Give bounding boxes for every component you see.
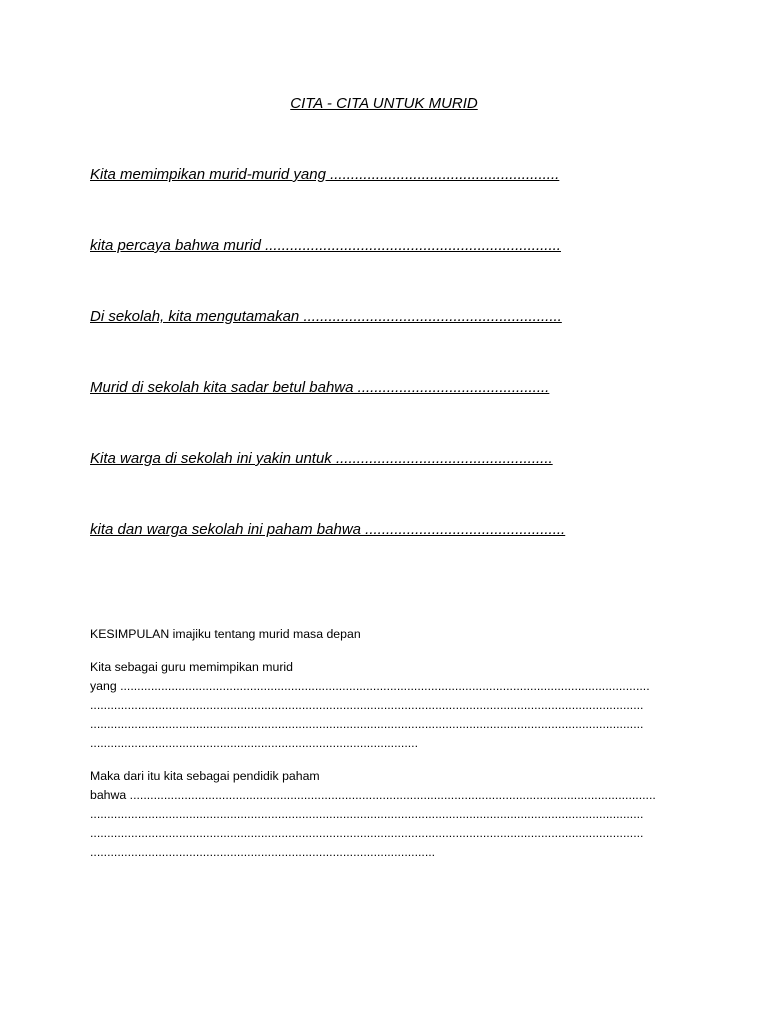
- conclusion-line: bahwa ..........................................................................................................................................................: [90, 788, 656, 802]
- conclusion-line: Kita sebagai guru memimpikan murid: [90, 660, 293, 674]
- conclusion-section: [90, 625, 680, 876]
- prompt-believe: kita percaya bahwa murid .......................................................................: [90, 237, 561, 254]
- conclusion-line: yang ...........................................................................................................................................................: [90, 679, 650, 693]
- conclusion-block-understand: [90, 767, 680, 862]
- conclusion-heading: KESIMPULAN imajiku tentang murid masa depan: [90, 627, 361, 641]
- conclusion-line: ..................................................................................................................................................................: [90, 717, 644, 731]
- prompt-prioritize: Di sekolah, kita mengutamakan ..............................................................: [90, 308, 562, 325]
- conclusion-line: ................................................................................................: [90, 736, 418, 750]
- prompt-understand: kita dan warga sekolah ini paham bahwa ................................................: [90, 521, 566, 538]
- conclusion-line: ..................................................................................................................................................................: [90, 826, 644, 840]
- conclusion-line: ..................................................................................................................................................................: [90, 807, 644, 821]
- conclusion-line: Maka dari itu kita sebagai pendidik paham: [90, 769, 320, 783]
- prompt-list: [90, 165, 690, 591]
- conclusion-line: .....................................................................................................: [90, 845, 436, 859]
- prompt-aware: Murid di sekolah kita sadar betul bahwa ..............................................: [90, 379, 550, 396]
- prompt-confident: Kita warga di sekolah ini yakin untuk ....................................................: [90, 450, 553, 467]
- document-title: CITA - CITA UNTUK MURID: [290, 95, 478, 112]
- conclusion-block-dream: [90, 658, 680, 753]
- prompt-dreams: Kita memimpikan murid-murid yang .......................................................: [90, 166, 560, 183]
- conclusion-line: ..................................................................................................................................................................: [90, 698, 644, 712]
